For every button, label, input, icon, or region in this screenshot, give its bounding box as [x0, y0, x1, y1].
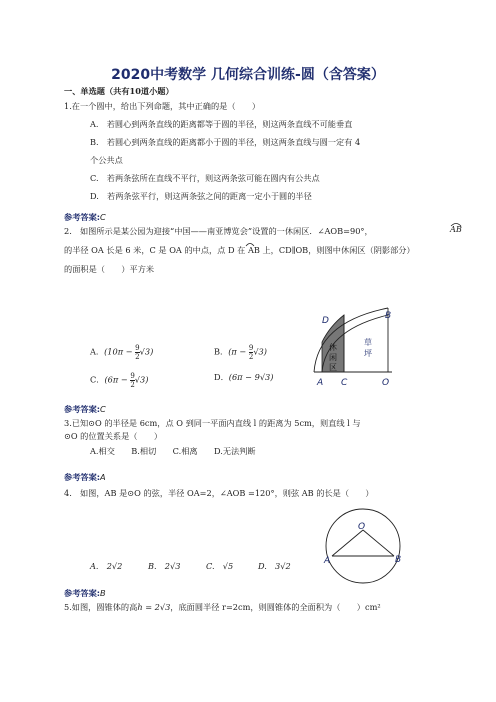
q1-option-d: D. 若两条弦平行，则这两条弦之间的距离一定小于圆的半径 — [90, 191, 312, 201]
q4-option-b: B. 2√3 — [148, 561, 181, 571]
circle-o — [326, 509, 400, 583]
q1-option-a: A. 若圆心到两条直线的距离都等于圆的半径，则这两条直线不可能垂直 — [90, 119, 353, 129]
q2-figure — [300, 290, 410, 390]
q1-option-b-cont: 个公共点 — [90, 155, 123, 165]
q4-figure — [315, 500, 415, 600]
q4-stem: 4. 如图，AB 是⊙O 的弦，半径 OA=2，∠AOB =120°，则弦 AB 的长是（ ） — [64, 488, 374, 498]
section-heading: 一、单选题（共有10道小题） — [64, 86, 174, 96]
q2-line2: 的半径 OA 长是 6 米，C 是 OA 的中点，点 D 在 AB 上，CD∥OB，则图中休闲区（阴影部分） — [64, 245, 415, 256]
q2-line3: 的面积是（ ）平方米 — [64, 264, 155, 274]
q4-option-a: A. 2√2 — [90, 561, 123, 571]
q1-option-b: B. 若圆心到两条直线的距离都小于圆的半径，则这两条直线与圆一定有 4 — [90, 137, 361, 147]
q2-option-c: C．(6π − $\frac{9}{2}$ √3) — [90, 372, 149, 389]
label-A: A — [324, 556, 331, 566]
label-xiu: 休 — [329, 343, 337, 352]
q4-option-c: C. √5 — [206, 561, 234, 571]
q2-answer: 参考答案:C — [64, 404, 106, 414]
label-O: O — [358, 522, 366, 532]
q4-answer: 参考答案:B — [64, 588, 106, 598]
label-B: B — [385, 311, 392, 321]
q2-arc-label: AB — [450, 224, 462, 234]
label-O: O — [382, 378, 390, 388]
q5-stem: 5.如图，圆锥体的高h = 2√3，底面圆半径 r=2cm，则圆锥体的全面积为（ ）cm² — [64, 602, 381, 612]
q1-answer: 参考答案:C — [64, 212, 106, 222]
q4-option-d: D. 3√2 — [258, 561, 291, 571]
page-title: 2020中考数学 几何综合训练-圆（含答案） — [111, 67, 385, 83]
label-A: A — [317, 378, 324, 388]
label-cao: 草 — [364, 338, 372, 347]
q2-option-b: B．(π − $\frac{9}{2}$ √3) — [214, 344, 267, 361]
label-C: C — [341, 378, 348, 388]
label-xian: 闲 — [329, 353, 337, 362]
label-D: D — [322, 316, 329, 326]
q2-option-d: D．(6π − 9√3) — [214, 372, 274, 382]
q1-option-c: C. 若两条弦所在直线不平行，则这两条弦可能在圆内有公共点 — [90, 173, 320, 183]
q2-option-a: A．(10π − $\frac{9}{2}$ √3) — [90, 344, 154, 361]
label-B: B — [395, 555, 402, 565]
label-ping: 坪 — [364, 349, 372, 358]
q2-line1: 2. 如图所示是某公园为迎接“中国——南亚博览会”设置的一休闲区．∠AOB=90°， — [64, 226, 373, 236]
q3-line2: ⊙O 的位置关系是（ ） — [64, 431, 163, 441]
q1-stem: 1.在一个圆中，给出下列命题，其中正确的是（ ） — [64, 101, 261, 111]
q3-answer: 参考答案:A — [64, 472, 106, 482]
arc-mark-icon — [245, 242, 255, 247]
label-qu: 区 — [329, 363, 337, 372]
arc-mark-icon — [450, 222, 462, 227]
q3-line1: 3.已知⊙O 的半径是 6cm，点 O 到同一平面内直线 l 的距离为 5cm，则直线 l 与 — [64, 418, 361, 428]
q3-options: A.相交 B.相切 C.相离 D.无法判断 — [90, 446, 256, 456]
